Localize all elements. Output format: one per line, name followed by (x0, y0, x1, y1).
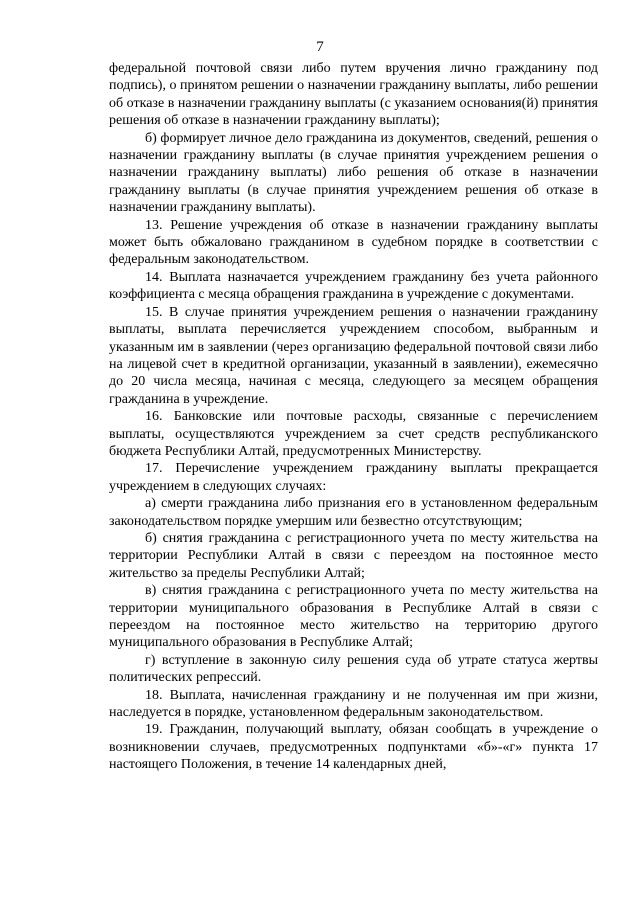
paragraph-17-item-a: а) смерти гражданина либо признания его в установленном федеральным законодательством порядке умершим или безвестно отсутствующим; (109, 496, 598, 529)
paragraph-19: 19. Гражданин, получающий выплату, обязан сообщать в учреждение о возникновении случаев, предусмотренных подпунктами «б»-«г» пункта 17 настоящего Положения, в течение 14 календарных дней, (109, 722, 598, 773)
paragraph-18: 18. Выплата, начисленная гражданину и не полученная им при жизни, наследуется в порядке, установленном федеральным законодательством. (109, 687, 598, 721)
paragraph-15: 15. В случае принятия учреждением решения о назначении гражданину выплаты, выплата перечисляется учреждением способом, выбранным и указанным им в заявлении (через организацию федеральной почтовой связи либо на лицевой счет в кредитной организации, указанный в заявлении), ежемесячно до 20 числа месяца, начиная с месяца, следующего за месяцем обращения гражданина в учреждение. (109, 304, 598, 407)
paragraph-13: 13. Решение учреждения об отказе в назначении гражданину выплаты может быть обжаловано гражданином в судебном порядке в соответствии с федеральным законодательством. (109, 217, 598, 268)
paragraph-17-item-v: в) снятия гражданина с регистрационного учета по месту жительства на территории муниципального образования в Республике Алтай в связи с переездом на постоянное место жительство на территорию другого муниципального образования в Республике Алтай; (109, 583, 598, 651)
paragraph-17: 17. Перечисление учреждением гражданину выплаты прекращается учреждением в следующих случаях: (109, 461, 598, 494)
paragraph-continuation: федеральной почтовой связи либо путем вручения лично гражданину под подпись), о принятом решении о назначении гражданину выплаты, либо решении об отказе в назначении гражданину выплаты (с указанием основания(й) принятия решения об отказе в назначении гражданину выплаты); (109, 61, 598, 129)
document-body (109, 60, 598, 774)
paragraph-14: 14. Выплата назначается учреждением гражданину без учета районного коэффициента с месяца обращения гражданина в учреждение с документами. (109, 269, 598, 303)
paragraph-17-item-g: г) вступление в законную силу решения суда об утрате статуса жертвы политических репрессий. (109, 652, 598, 686)
paragraph-16: 16. Банковские или почтовые расходы, связанные с перечислением выплаты, осуществляются учреждением за счет средств республиканского бюджета Республики Алтай, предусмотренных Министерству. (109, 409, 598, 459)
paragraph-17-item-b: б) снятия гражданина с регистрационного учета по месту жительства на территории Республики Алтай в связи с переездом на постоянное место жительство за пределы Республики Алтай; (109, 530, 598, 581)
page-number: 7 (316, 39, 324, 55)
paragraph-item-b-personal-file: б) формирует личное дело гражданина из документов, сведений, решения о назначении гражданину выплаты (в случае принятия учреждением решения о назначении гражданину выплаты) либо решения об отказе в назначении гражданину выплаты (в случае принятия учреждением решения об отказе в назначении гражданину выплаты). (109, 130, 598, 216)
